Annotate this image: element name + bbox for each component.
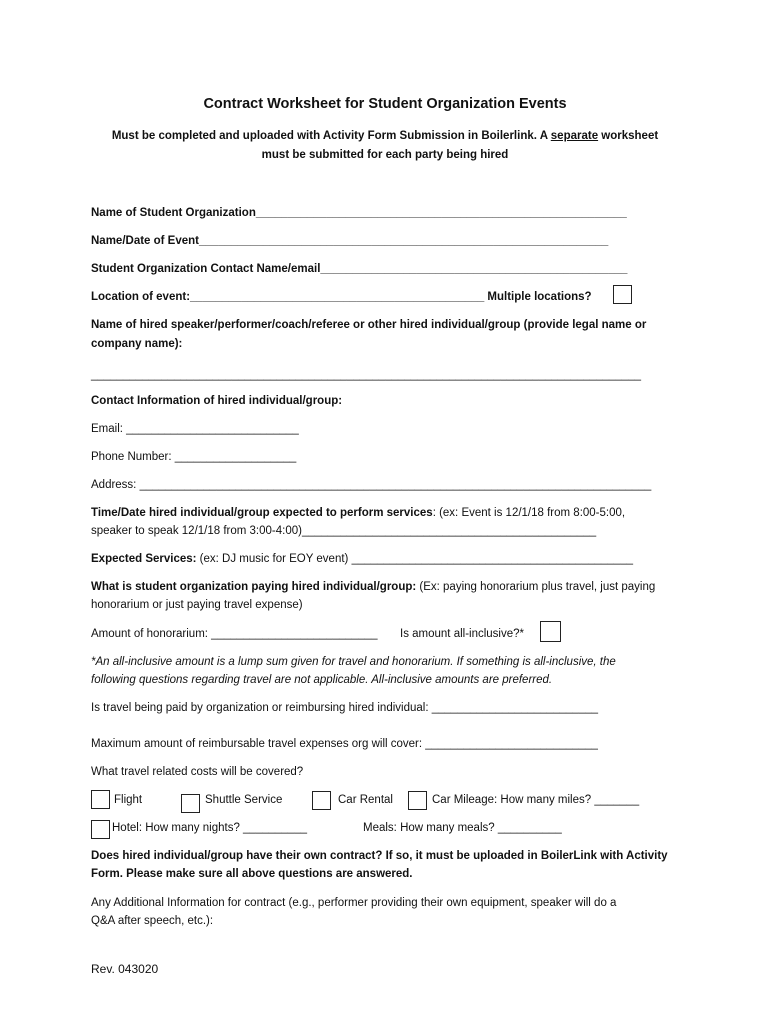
time-date-label: Time/Date hired individual/group expected to perform services: (ex: Event is 12/1/18 from 8:00-5:00, [91,507,626,519]
additional-info-label-1: Any Additional Information for contract (e.g., performer providing their own equipment, speaker will do a [91,897,617,909]
subtitle-line-1: Must be completed and uploaded with Activity Form Submission in Boilerlink. A separate worksheet [111,130,659,142]
paying-label: What is student organization paying hired individual/group: (Ex: paying honorarium plus travel, just paying [91,581,656,593]
location-field[interactable]: Location of event:______________________________________________ Multiple locations? [91,291,592,303]
shuttle-label: Shuttle Service [205,794,283,806]
email-field[interactable]: Email: ___________________________ [91,423,299,435]
time-date-field[interactable]: speaker to speak 12/1/18 from 3:00-4:00)______________________________________________ [91,525,597,537]
hotel-field[interactable]: Hotel: How many nights? __________ [112,822,307,834]
contact-info-header: Contact Information of hired individual/group: [91,395,343,407]
multiple-locations-checkbox[interactable] [613,285,632,304]
expected-services-field[interactable]: Expected Services: (ex: DJ music for EOY event) ____________________________________________ [91,553,633,565]
address-field[interactable]: Address: ________________________________________________________________________________ [91,479,652,491]
contact-name-field[interactable]: Student Organization Contact Name/email________________________________________________ [91,263,628,275]
car-mileage-checkbox[interactable] [408,791,427,810]
revision-label: Rev. 043020 [91,962,159,976]
car-mileage-field[interactable]: Car Mileage: How many miles? _______ [432,794,640,806]
page-title: Contract Worksheet for Student Organization Events [203,96,567,112]
max-travel-field[interactable]: Maximum amount of reimbursable travel expenses org will cover: ___________________________ [91,738,598,750]
shuttle-checkbox[interactable] [181,794,200,813]
hotel-checkbox[interactable] [91,820,110,839]
meals-field[interactable]: Meals: How many meals? __________ [363,822,562,834]
hired-name-label-2: company name): [91,338,183,350]
all-inclusive-note-2: following questions regarding travel are not applicable. All-inclusive amounts are preferred. [91,674,553,686]
subtitle-line-2: must be submitted for each party being hired [261,149,509,161]
org-name-field[interactable]: Name of Student Organization__________________________________________________________ [91,207,627,219]
flight-checkbox[interactable] [91,790,110,809]
event-name-date-field[interactable]: Name/Date of Event________________________________________________________________ [91,235,609,247]
own-contract-question-1: Does hired individual/group have their own contract? If so, it must be uploaded in BoilerLink with Activity [91,850,668,862]
additional-info-label-2: Q&A after speech, etc.): [91,915,214,927]
honorarium-amount-field[interactable]: Amount of honorarium: __________________________ [91,628,378,640]
car-rental-label: Car Rental [338,794,393,806]
phone-field[interactable]: Phone Number: ___________________ [91,451,297,463]
travel-paid-field[interactable]: Is travel being paid by organization or reimbursing hired individual: __________________________ [91,702,599,714]
own-contract-question-2: Form. Please make sure all above questions are answered. [91,868,413,880]
car-rental-checkbox[interactable] [312,791,331,810]
hired-name-label-1: Name of hired speaker/performer/coach/referee or other hired individual/group (provide legal name or [91,319,647,331]
hired-name-field[interactable]: ______________________________________________________________________________________ [91,369,642,381]
flight-label: Flight [114,794,143,806]
all-inclusive-checkbox[interactable] [540,621,561,642]
all-inclusive-question: Is amount all-inclusive?* [400,628,525,640]
travel-costs-label: What travel related costs will be covered? [91,766,304,778]
all-inclusive-note-1: *An all-inclusive amount is a lump sum given for travel and honorarium. If something is all-inclusive, the [91,656,616,668]
paying-label-2: honorarium or just paying travel expense) [91,599,303,611]
